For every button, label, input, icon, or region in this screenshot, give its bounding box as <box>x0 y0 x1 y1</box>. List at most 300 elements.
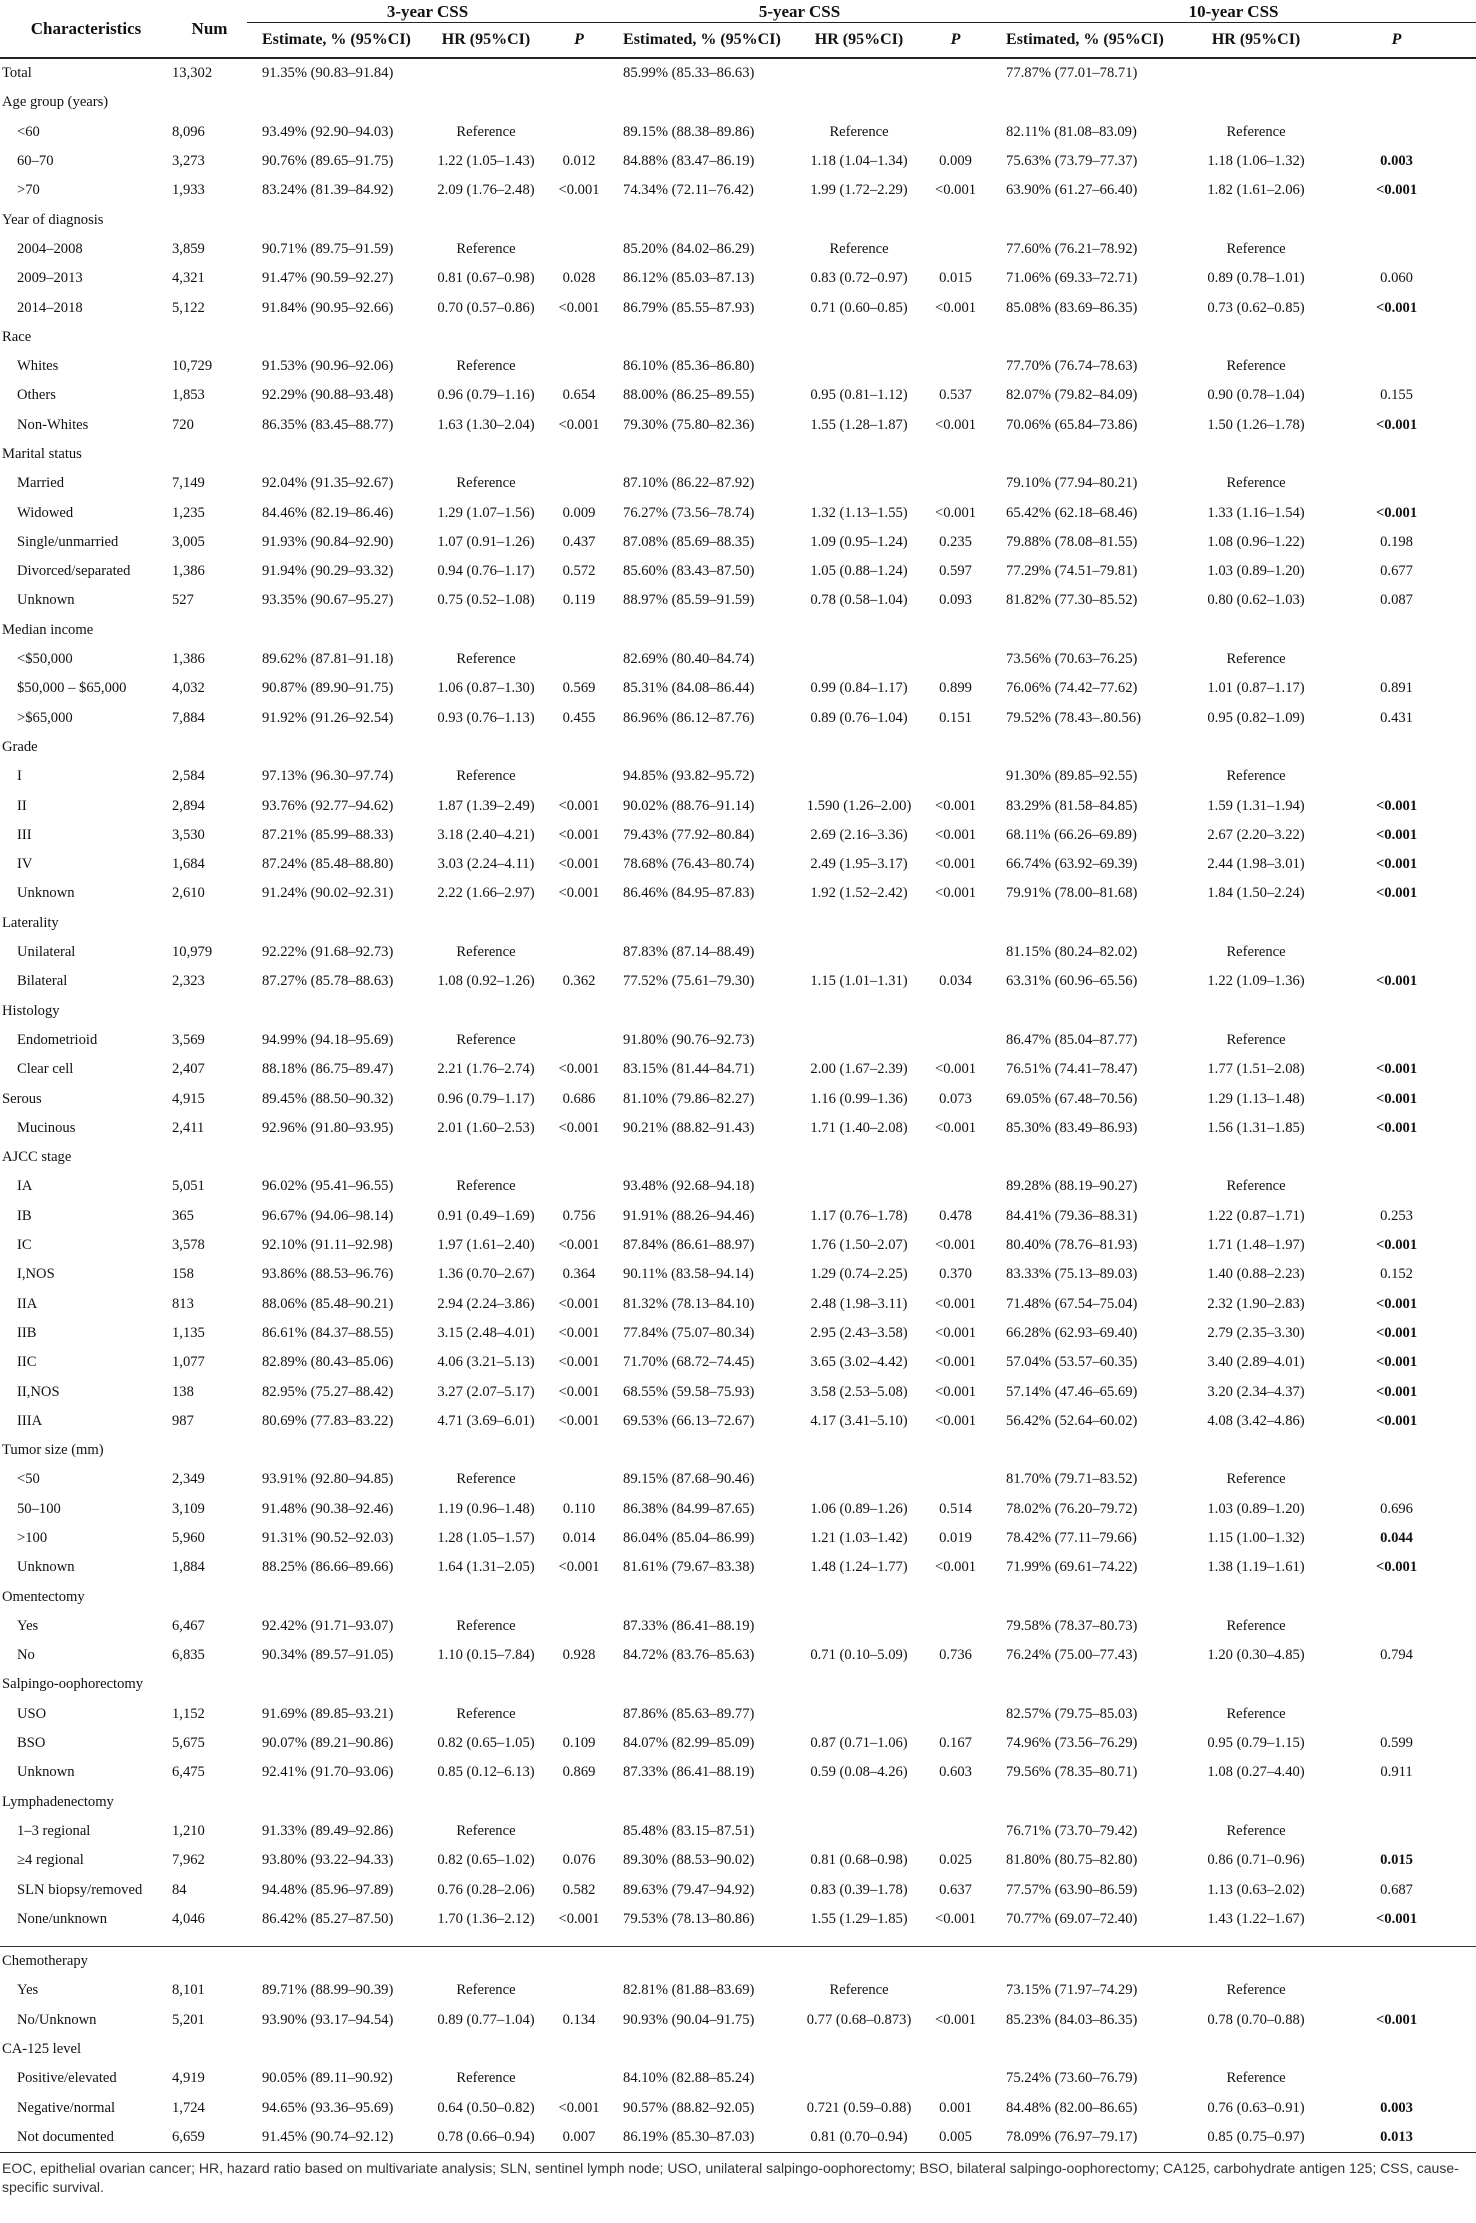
estimate-cell: 86.12% (85.03–87.13) <box>623 270 755 287</box>
count-cell: 6,467 <box>172 1617 205 1634</box>
count-cell: 2,411 <box>172 1119 205 1136</box>
table-body <box>0 58 1476 2153</box>
estimate-cell: 79.53% (78.13–80.86) <box>623 1910 755 1927</box>
table-row <box>0 1846 1476 1875</box>
empty-cell <box>608 1670 798 1699</box>
p-value-cell: 0.603 <box>939 1764 972 1781</box>
count-cell: 2,349 <box>172 1471 205 1488</box>
hr-cell: 0.78 (0.66–0.94) <box>422 2123 550 2153</box>
hr-cell: 1.03 (0.89–1.20) <box>1207 563 1305 580</box>
p-value-cell: <0.001 <box>1375 1383 1418 1400</box>
hr-cell: 0.95 (0.82–1.09) <box>1207 709 1305 726</box>
table-row <box>0 235 1476 264</box>
estimate-cell: 84.10% (82.88–85.24) <box>623 2070 755 2087</box>
estimate-cell: 82.81% (81.88–83.69) <box>623 1982 755 1999</box>
p-value-cell: <0.001 <box>1375 1237 1418 1254</box>
section-header-row <box>0 1582 1476 1611</box>
hr-cell: Reference <box>1226 651 1286 668</box>
p-value-cell: <0.001 <box>934 1324 977 1341</box>
p-value-cell <box>920 1976 991 2005</box>
hr-cell: Reference <box>456 358 516 375</box>
estimate-cell: 71.70% (68.72–74.45) <box>623 1354 755 1371</box>
row-label: Endometrioid <box>17 1031 98 1048</box>
table-row <box>0 293 1476 322</box>
estimate-cell: 78.02% (76.20–79.72) <box>1006 1500 1138 1517</box>
estimate-cell: 91.94% (90.29–93.32) <box>262 563 394 580</box>
estimate-cell: 86.35% (83.45–88.77) <box>262 416 394 433</box>
hr-cell: 0.80 (0.62–1.03) <box>1207 592 1305 609</box>
p-value-cell <box>1317 58 1476 88</box>
estimate-cell: 63.90% (61.27–66.40) <box>1006 182 1138 199</box>
empty-cell <box>247 205 422 234</box>
count-cell: 6,475 <box>172 1764 205 1781</box>
estimate-cell: 93.35% (90.67–95.27) <box>262 592 394 609</box>
estimate-cell: 93.76% (92.77–94.62) <box>262 797 394 814</box>
p-value-cell: 0.001 <box>939 2099 972 2116</box>
hr-cell: 0.89 (0.76–1.04) <box>810 709 908 726</box>
p-value-cell: <0.001 <box>934 856 977 873</box>
p-value-cell: <0.001 <box>558 2099 600 2116</box>
hr-cell: 0.78 (0.58–1.04) <box>810 592 908 609</box>
estimate-cell: 90.93% (90.04–91.75) <box>623 2011 755 2028</box>
p-value-cell <box>550 2064 608 2093</box>
estimate-cell: 91.53% (90.96–92.06) <box>262 358 394 375</box>
p-value-cell <box>550 1700 608 1729</box>
hr-cell: Reference <box>829 123 889 140</box>
estimate-cell: 88.25% (86.66–89.66) <box>262 1559 394 1576</box>
p-value-cell: <0.001 <box>558 797 600 814</box>
estimate-cell: 91.80% (90.76–92.73) <box>623 1031 755 1048</box>
estimate-cell: 91.48% (90.38–92.46) <box>262 1500 394 1517</box>
table-row <box>0 645 1476 674</box>
empty-cell <box>991 323 1195 352</box>
header-estimate: Estimate, % (95%CI) <box>247 23 422 59</box>
hr-cell <box>798 1612 920 1641</box>
estimate-cell: 87.27% (85.78–88.63) <box>262 973 394 990</box>
estimate-cell: 71.06% (69.33–72.71) <box>1006 270 1138 287</box>
estimate-cell: 79.58% (78.37–80.73) <box>1006 1617 1138 1634</box>
hr-cell: 1.09 (0.95–1.24) <box>810 533 908 550</box>
p-value-cell: <0.001 <box>934 1061 977 1078</box>
row-label: Yes <box>17 1617 39 1634</box>
empty-cell <box>920 1670 991 1699</box>
empty-cell <box>1317 1947 1476 1977</box>
p-value-cell: 0.364 <box>562 1266 596 1283</box>
empty-cell <box>1317 909 1476 938</box>
header-group-3yr: 3-year CSS <box>247 0 608 23</box>
hr-cell: 3.18 (2.40–4.21) <box>437 826 535 843</box>
estimate-cell: 87.86% (85.63–89.77) <box>623 1705 755 1722</box>
p-value-cell <box>1317 938 1476 967</box>
table-header <box>0 0 1476 58</box>
estimate-cell: 82.57% (79.75–85.03) <box>1006 1705 1138 1722</box>
count-cell: 2,584 <box>172 768 205 785</box>
p-value-cell: <0.001 <box>934 299 977 316</box>
estimate-cell: 77.60% (76.21–78.92) <box>1006 240 1138 257</box>
hr-cell: 3.40 (2.89–4.01) <box>1207 1354 1305 1371</box>
p-value-cell: <0.001 <box>934 826 977 843</box>
table-row <box>0 1976 1476 2005</box>
row-label: 2009–2013 <box>17 270 83 287</box>
p-value-cell: 0.003 <box>1380 2099 1413 2116</box>
count-cell: 2,323 <box>172 973 205 990</box>
estimate-cell: 91.91% (88.26–94.46) <box>623 1207 755 1224</box>
p-value-cell <box>550 58 608 88</box>
section-header-row <box>0 88 1476 117</box>
estimate-cell: 90.71% (89.75–91.59) <box>262 240 394 257</box>
hr-cell: 0.85 (0.75–0.97) <box>1195 2123 1317 2153</box>
estimate-cell: 88.97% (85.59–91.59) <box>623 592 755 609</box>
hr-cell: Reference <box>829 240 889 257</box>
empty-cell <box>170 1788 247 1817</box>
empty-cell <box>422 440 550 469</box>
row-label: <60 <box>17 123 40 140</box>
table-row <box>0 498 1476 527</box>
empty-cell <box>247 440 422 469</box>
table-row <box>0 586 1476 615</box>
hr-cell: 2.44 (1.98–3.01) <box>1207 856 1305 873</box>
row-label: Unknown <box>17 592 75 609</box>
hr-cell: 1.06 (0.87–1.30) <box>437 680 535 697</box>
row-label: IIA <box>17 1295 38 1312</box>
header-hr: HR (95%CI) <box>1195 23 1317 59</box>
hr-cell: 1.33 (1.16–1.54) <box>1207 504 1305 521</box>
p-value-cell: <0.001 <box>934 1237 977 1254</box>
empty-cell <box>798 323 920 352</box>
hr-cell: 0.77 (0.68–0.873) <box>806 2011 912 2028</box>
hr-cell: Reference <box>456 1982 516 1999</box>
p-value-cell: 0.687 <box>1380 1881 1413 1898</box>
hr-cell: 2.95 (2.43–3.58) <box>810 1324 908 1341</box>
table-row <box>0 1231 1476 1260</box>
table-row <box>0 850 1476 879</box>
estimate-cell: 79.52% (78.43–.80.56) <box>1006 709 1142 726</box>
section-label: AJCC stage <box>2 1149 72 1166</box>
p-value-cell: 0.637 <box>939 1881 972 1898</box>
hr-cell: 1.590 (1.26–2.00) <box>806 797 912 814</box>
estimate-cell: 87.33% (86.41–88.19) <box>623 1617 755 1634</box>
estimate-cell: 86.42% (85.27–87.50) <box>262 1910 394 1927</box>
hr-cell: 4.17 (3.41–5.10) <box>810 1412 908 1429</box>
estimate-cell: 85.99% (85.33–86.63) <box>623 65 755 82</box>
estimate-cell: 79.88% (78.08–81.55) <box>1006 533 1138 550</box>
hr-cell: Reference <box>456 1178 516 1195</box>
empty-cell <box>170 205 247 234</box>
hr-cell: 1.87 (1.39–2.49) <box>437 797 535 814</box>
hr-cell: 2.21 (1.76–2.74) <box>437 1061 535 1078</box>
empty-cell <box>1317 997 1476 1026</box>
p-value-cell: <0.001 <box>1375 1090 1418 1107</box>
section-label: Salpingo-oophorectomy <box>2 1676 144 1693</box>
hr-cell: 1.48 (1.24–1.77) <box>810 1559 908 1576</box>
section-label: Laterality <box>2 914 59 931</box>
table-row <box>0 58 1476 88</box>
estimate-cell: 82.11% (81.08–83.09) <box>1006 123 1137 140</box>
row-label: Non-Whites <box>17 416 89 433</box>
empty-cell <box>170 1436 247 1465</box>
header-p: P <box>1317 23 1476 59</box>
estimate-cell: 68.11% (66.26–69.89) <box>1006 826 1137 843</box>
row-label: <$50,000 <box>17 651 73 668</box>
p-value-cell: <0.001 <box>934 797 977 814</box>
estimate-cell: 89.28% (88.19–90.27) <box>1006 1178 1138 1195</box>
p-value-cell: 0.654 <box>562 387 596 404</box>
estimate-cell: 91.93% (90.84–92.90) <box>262 533 394 550</box>
hr-cell: Reference <box>1226 1617 1286 1634</box>
table-row <box>0 2006 1476 2035</box>
header-p: P <box>550 23 608 59</box>
empty-cell <box>422 733 550 762</box>
estimate-cell: 83.15% (81.44–84.71) <box>623 1061 755 1078</box>
table-row <box>0 469 1476 498</box>
hr-cell: 1.08 (0.27–4.40) <box>1207 1764 1305 1781</box>
row-label: IA <box>17 1178 33 1195</box>
p-value-cell: <0.001 <box>558 856 600 873</box>
p-value-cell: 0.003 <box>1380 153 1413 170</box>
empty-cell <box>798 1582 920 1611</box>
estimate-cell: 85.48% (83.15–87.51) <box>623 1822 755 1839</box>
hr-cell: 0.87 (0.71–1.06) <box>810 1735 908 1752</box>
hr-cell: Reference <box>456 768 516 785</box>
hr-cell: Reference <box>1226 1705 1286 1722</box>
p-value-cell <box>920 58 991 88</box>
empty-cell <box>991 205 1195 234</box>
hr-cell: 0.59 (0.08–4.26) <box>810 1764 908 1781</box>
row-label: II,NOS <box>17 1383 60 1400</box>
hr-cell: 0.64 (0.50–0.82) <box>437 2099 535 2116</box>
hr-cell: Reference <box>456 1705 516 1722</box>
p-value-cell <box>550 1612 608 1641</box>
p-value-cell <box>920 2064 991 2093</box>
p-value-cell <box>920 762 991 791</box>
count-cell: 3,109 <box>172 1500 205 1517</box>
p-value-cell: 0.235 <box>939 533 972 550</box>
hr-cell: 0.81 (0.68–0.98) <box>810 1852 908 1869</box>
p-value-cell <box>1317 1612 1476 1641</box>
table-row <box>0 1817 1476 1846</box>
p-value-cell: <0.001 <box>1375 504 1418 521</box>
hr-cell <box>798 938 920 967</box>
p-value-cell: 0.119 <box>562 592 596 609</box>
section-label: Marital status <box>2 446 82 462</box>
p-value-cell <box>1317 118 1476 147</box>
empty-cell <box>1317 440 1476 469</box>
estimate-cell: 91.47% (90.59–92.27) <box>262 270 394 287</box>
table-row <box>0 1289 1476 1318</box>
estimate-cell: 88.18% (86.75–89.47) <box>262 1061 394 1078</box>
p-value-cell <box>550 1465 608 1494</box>
header-group-10yr: 10-year CSS <box>991 0 1476 23</box>
estimate-cell: 87.08% (85.69–88.35) <box>623 533 755 550</box>
empty-cell <box>920 733 991 762</box>
p-value-cell: 0.911 <box>1380 1764 1413 1781</box>
p-value-cell: 0.009 <box>939 153 972 170</box>
p-value-cell: <0.001 <box>934 1119 977 1136</box>
empty-cell <box>247 733 422 762</box>
p-value-cell <box>1317 469 1476 498</box>
count-cell: 3,569 <box>172 1031 205 1048</box>
row-label: Mucinous <box>17 1119 76 1136</box>
empty-cell <box>422 1582 550 1611</box>
section-label: Grade <box>2 738 38 755</box>
estimate-cell: 85.31% (84.08–86.44) <box>623 680 755 697</box>
estimate-cell: 93.49% (92.90–94.03) <box>262 123 394 140</box>
estimate-cell: 85.30% (83.49–86.93) <box>1006 1119 1138 1136</box>
estimate-cell: 70.06% (65.84–73.86) <box>1006 416 1138 433</box>
estimate-cell: 92.22% (91.68–92.73) <box>262 944 394 961</box>
hr-cell: 1.07 (0.91–1.26) <box>437 533 535 550</box>
empty-cell <box>991 2035 1195 2064</box>
empty-cell <box>608 1436 798 1465</box>
hr-cell: 3.15 (2.48–4.01) <box>437 1324 535 1341</box>
p-value-cell: <0.001 <box>934 1910 977 1927</box>
row-label: 60–70 <box>17 153 54 170</box>
empty-cell <box>247 1947 422 1977</box>
hr-cell: 2.94 (2.24–3.86) <box>437 1295 535 1312</box>
empty-cell <box>920 1582 991 1611</box>
p-value-cell: <0.001 <box>934 1354 977 1371</box>
hr-cell: 1.16 (0.99–1.36) <box>810 1090 908 1107</box>
p-value-cell: 0.025 <box>939 1852 972 1869</box>
empty-cell <box>798 997 920 1026</box>
hr-cell: 1.55 (1.28–1.87) <box>810 416 908 433</box>
p-value-cell: <0.001 <box>1375 299 1418 316</box>
table-row <box>0 938 1476 967</box>
hr-cell: 1.77 (1.51–2.08) <box>1207 1061 1305 1078</box>
estimate-cell: 81.82% (77.30–85.52) <box>1006 592 1138 609</box>
empty-cell <box>1195 1947 1317 1977</box>
p-value-cell: <0.001 <box>934 1383 977 1400</box>
row-label: No/Unknown <box>17 2011 97 2028</box>
p-value-cell: <0.001 <box>1375 1324 1418 1341</box>
estimate-cell: 93.80% (93.22–94.33) <box>262 1852 394 1869</box>
estimate-cell: 79.56% (78.35–80.71) <box>1006 1764 1138 1781</box>
p-value-cell: 0.015 <box>939 270 972 287</box>
section-header-row <box>0 616 1476 645</box>
empty-cell <box>247 1788 422 1817</box>
empty-cell <box>1195 1670 1317 1699</box>
count-cell: 7,884 <box>172 709 205 726</box>
estimate-cell: 89.62% (87.81–91.18) <box>262 651 394 668</box>
p-value-cell <box>920 469 991 498</box>
section-header-row <box>0 1436 1476 1465</box>
p-value-cell: <0.001 <box>1375 1559 1418 1576</box>
hr-cell: 1.92 (1.52–2.42) <box>810 885 908 902</box>
p-value-cell <box>920 1172 991 1201</box>
count-cell: 1,933 <box>172 182 205 199</box>
empty-cell <box>798 733 920 762</box>
estimate-cell: 77.57% (63.90–86.59) <box>1006 1881 1138 1898</box>
estimate-cell: 90.34% (89.57–91.05) <box>262 1647 394 1664</box>
estimate-cell: 91.33% (89.49–92.86) <box>262 1822 394 1839</box>
hr-cell <box>798 58 920 88</box>
row-label: Divorced/separated <box>17 563 131 580</box>
hr-cell: 1.29 (0.74–2.25) <box>810 1266 908 1283</box>
p-value-cell <box>1317 762 1476 791</box>
p-value-cell: 0.696 <box>1380 1500 1413 1517</box>
p-value-cell: 0.034 <box>939 973 972 990</box>
estimate-cell: 77.87% (77.01–78.71) <box>1006 65 1138 82</box>
p-value-cell <box>1317 1172 1476 1201</box>
hr-cell: 1.56 (1.31–1.85) <box>1207 1119 1305 1136</box>
p-value-cell: 0.794 <box>1380 1647 1413 1664</box>
p-value-cell: 0.044 <box>1380 1529 1413 1546</box>
estimate-cell: 92.41% (91.70–93.06) <box>262 1764 394 1781</box>
row-label: IIB <box>17 1324 37 1341</box>
p-value-cell: 0.007 <box>550 2123 608 2153</box>
empty-cell <box>422 1436 550 1465</box>
empty-cell <box>1195 323 1317 352</box>
row-label: III <box>17 826 32 843</box>
estimate-cell: 87.84% (86.61–88.97) <box>623 1237 755 1254</box>
p-value-cell <box>1317 2064 1476 2093</box>
p-value-cell: <0.001 <box>934 1412 977 1429</box>
p-value-cell: 0.899 <box>939 680 972 697</box>
hr-cell: 0.78 (0.70–0.88) <box>1207 2011 1305 2028</box>
estimate-cell: 82.69% (80.40–84.74) <box>623 651 755 668</box>
row-label: Unknown <box>17 1559 75 1576</box>
estimate-cell: 84.46% (82.19–86.46) <box>262 504 394 521</box>
p-value-cell: 0.431 <box>1380 709 1413 726</box>
empty-cell <box>608 1143 798 1172</box>
table-row <box>0 411 1476 440</box>
hr-cell: 1.06 (0.89–1.26) <box>810 1500 908 1517</box>
empty-cell <box>170 323 247 352</box>
hr-cell: 1.63 (1.30–2.04) <box>437 416 535 433</box>
p-value-cell: <0.001 <box>558 1910 600 1927</box>
estimate-cell: 56.42% (52.64–60.02) <box>1006 1412 1138 1429</box>
table-row <box>0 2093 1476 2122</box>
hr-cell: Reference <box>456 2070 516 2087</box>
empty-cell <box>170 1143 247 1172</box>
empty-cell <box>1195 2035 1317 2064</box>
p-value-cell: 0.569 <box>562 680 596 697</box>
p-value-cell: <0.001 <box>1375 797 1418 814</box>
estimate-cell: 77.70% (76.74–78.63) <box>1006 358 1138 375</box>
estimate-cell: 89.63% (79.47–94.92) <box>623 1881 755 1898</box>
hr-cell: 1.20 (0.30–4.85) <box>1207 1647 1305 1664</box>
estimate-cell: 84.48% (82.00–86.65) <box>1006 2099 1138 2116</box>
count-cell: 1,077 <box>172 1354 205 1371</box>
p-value-cell: 0.869 <box>562 1764 596 1781</box>
p-value-cell: <0.001 <box>558 1119 600 1136</box>
empty-cell <box>550 440 608 469</box>
table-row <box>0 1319 1476 1348</box>
estimate-cell: 75.63% (73.79–77.37) <box>1006 153 1138 170</box>
hr-cell: 1.01 (0.87–1.17) <box>1207 680 1305 697</box>
hr-cell <box>798 1026 920 1055</box>
table-row <box>0 1260 1476 1289</box>
count-cell: 138 <box>172 1383 194 1400</box>
p-value-cell: 0.152 <box>1380 1266 1413 1283</box>
estimate-cell: 90.76% (89.65–91.75) <box>262 153 394 170</box>
empty-cell <box>798 1143 920 1172</box>
hr-cell: 0.91 (0.49–1.69) <box>437 1207 535 1224</box>
empty-cell <box>550 1582 608 1611</box>
p-value-cell: 0.362 <box>562 973 596 990</box>
table-row <box>0 1084 1476 1113</box>
hr-cell: 1.38 (1.19–1.61) <box>1207 1559 1305 1576</box>
p-value-cell: 0.582 <box>562 1881 596 1898</box>
hr-cell: 0.83 (0.39–1.78) <box>810 1881 908 1898</box>
estimate-cell: 82.89% (80.43–85.06) <box>262 1354 394 1371</box>
hr-cell: 0.96 (0.79–1.17) <box>437 1090 535 1107</box>
row-label: Married <box>17 475 65 492</box>
header-hr: HR (95%CI) <box>798 23 920 59</box>
estimate-cell: 81.61% (79.67–83.38) <box>623 1559 755 1576</box>
estimate-cell: 86.79% (85.55–87.93) <box>623 299 755 316</box>
hr-cell: Reference <box>1226 475 1286 492</box>
